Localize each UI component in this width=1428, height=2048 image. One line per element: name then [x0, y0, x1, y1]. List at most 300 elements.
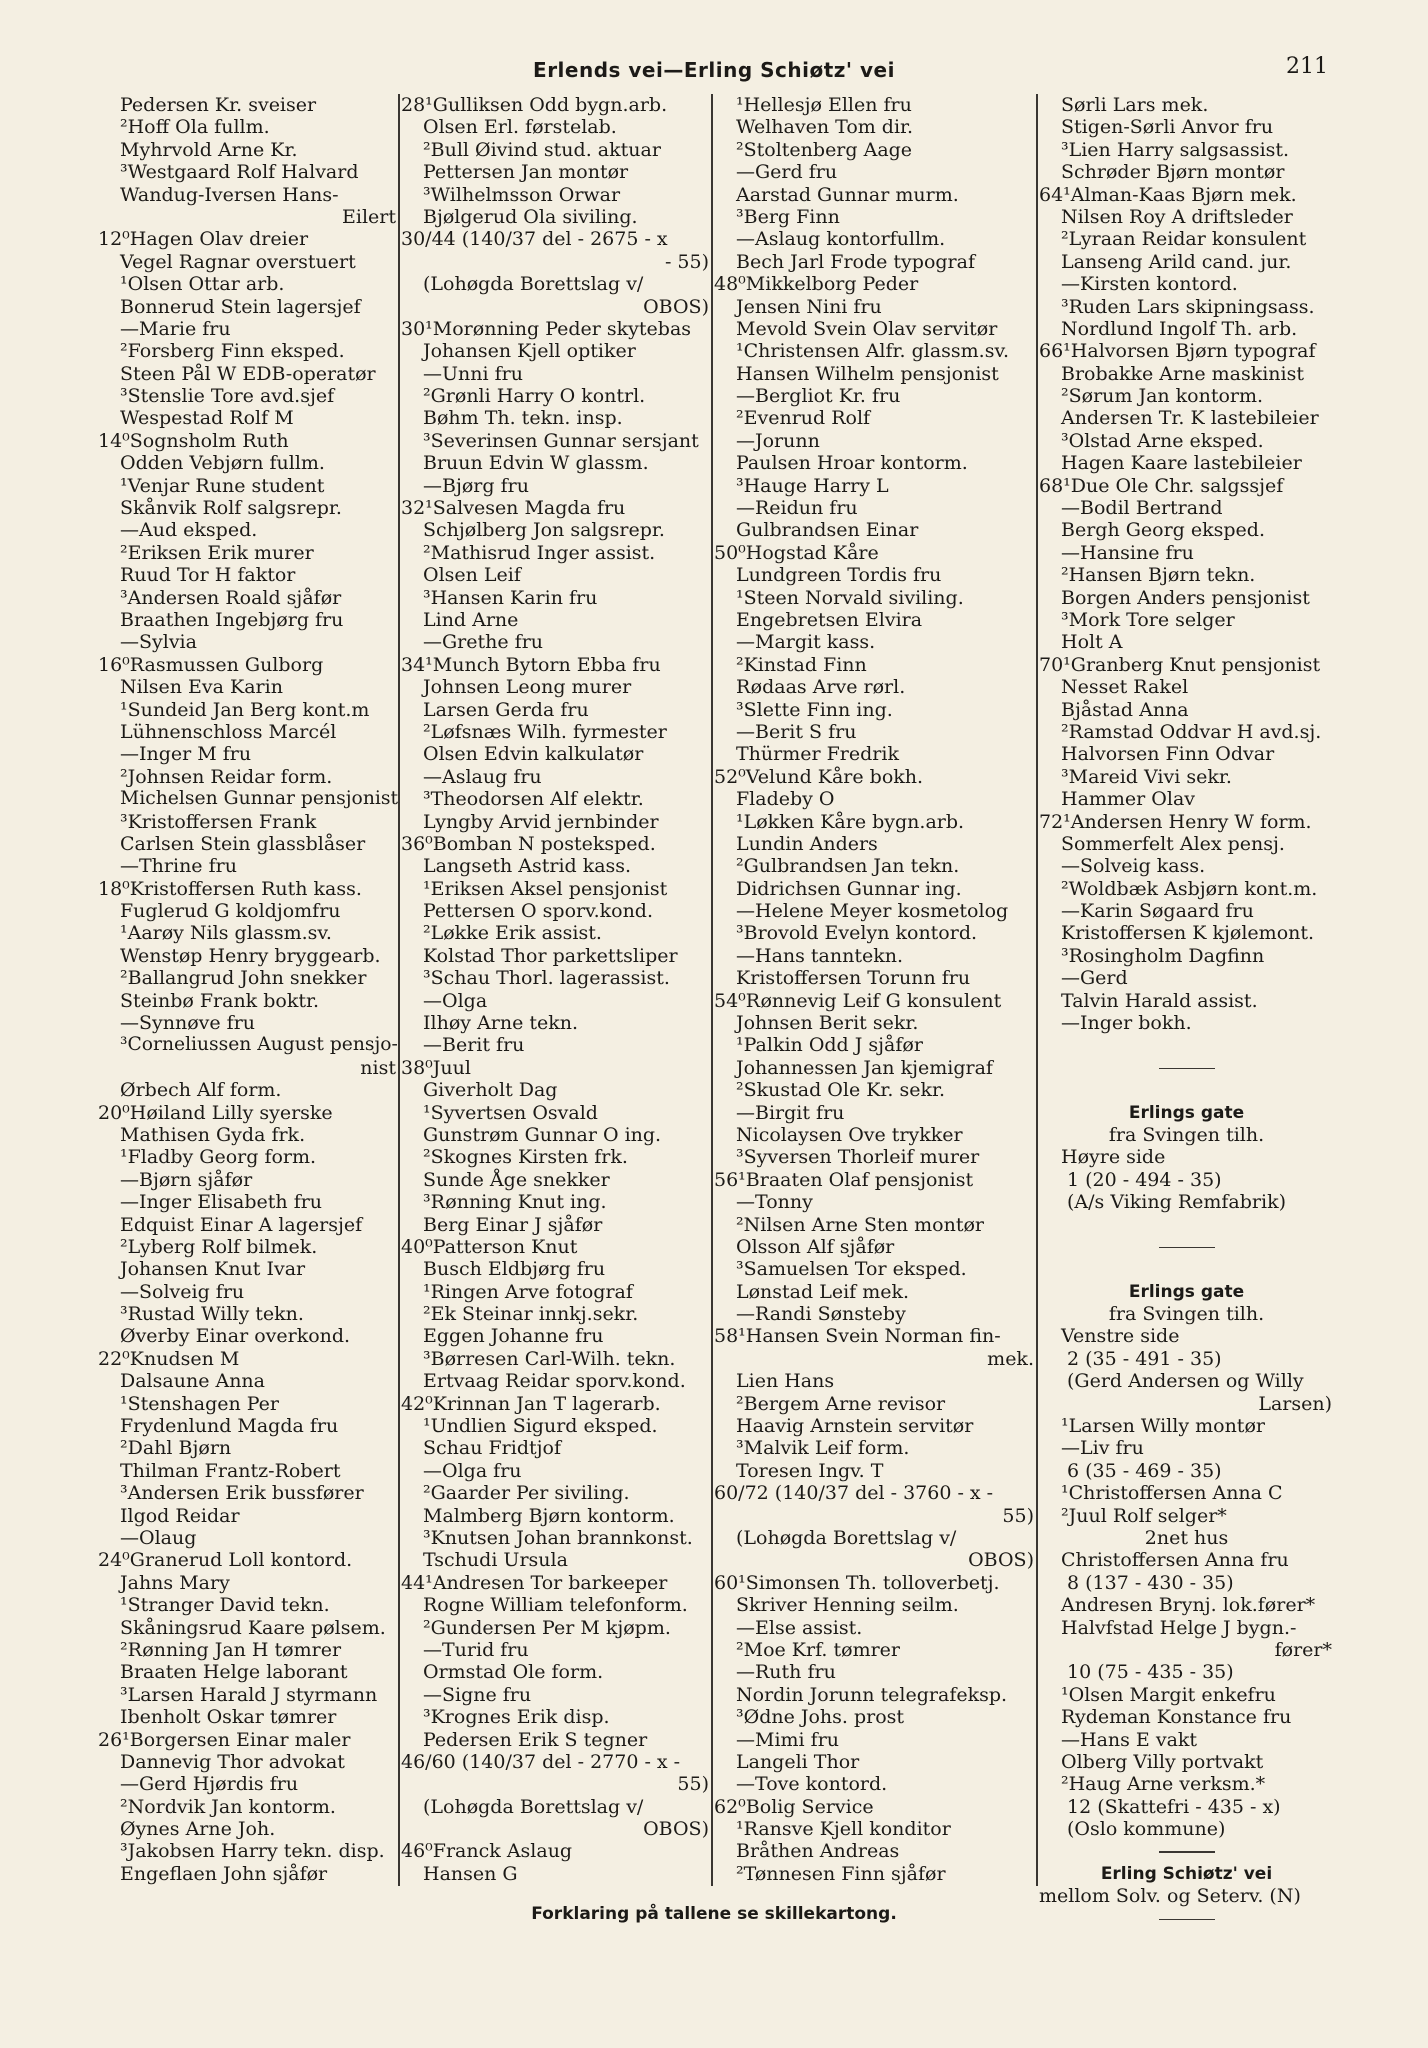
directory-entry-line: —Grethe fru: [423, 631, 544, 654]
directory-entry-line: —Marie fru: [120, 317, 231, 340]
directory-entry-line: ²Stoltenberg Aage: [736, 138, 913, 161]
directory-entry-line: —Bjørn sjåfør: [120, 1168, 253, 1191]
directory-entry-line: fra Svingen tilh.: [1108, 1303, 1265, 1326]
directory-entry-line: 36⁰Bomban N posteksped.: [401, 832, 656, 855]
directory-entry-line: 24⁰Granerud Loll kontord.: [98, 1549, 353, 1572]
directory-entry-line: Ilhøy Arne tekn.: [423, 1012, 579, 1035]
directory-entry-line: ²Forsberg Finn eksped.: [120, 340, 345, 363]
directory-entry-line: —Reidun fru: [736, 497, 858, 520]
directory-entry-line: Jahns Mary: [120, 1571, 230, 1594]
directory-entry-line: Welhaven Tom dir.: [736, 116, 914, 139]
directory-entry-line: (Oslo kommune): [1067, 1818, 1226, 1841]
directory-entry-line: 66¹Halvorsen Bjørn typograf: [1039, 340, 1316, 363]
directory-entry-line: Pedersen Erik S tegner: [423, 1728, 648, 1751]
directory-entry-line: —Solveig fru: [120, 1280, 245, 1303]
directory-entry-line: Stigen-Sørli Anvor fru: [1061, 116, 1274, 139]
directory-entry-line: 44¹Andresen Tor barkeeper: [401, 1571, 668, 1594]
directory-entry-line: 8 (137 - 430 - 35): [1067, 1571, 1234, 1594]
directory-entry-line: ³Schau Thorl. lagerassist.: [423, 967, 670, 990]
directory-entry-line: Ertvaag Reidar sporv.kond.: [423, 1370, 686, 1393]
directory-entry-line: 18⁰Kristoffersen Ruth kass.: [98, 877, 362, 900]
directory-entry-line: —Olaug: [120, 1527, 197, 1549]
directory-entry-line: Lien Hans: [736, 1370, 835, 1393]
directory-entry-line: Lühnenschloss Marcél: [120, 720, 337, 743]
directory-entry-line: Bjåstad Anna: [1061, 698, 1189, 721]
directory-entry-line: Brobakke Arne maskinist: [1061, 362, 1304, 385]
directory-entry-line: —Berit S fru: [736, 720, 857, 743]
directory-entry-line: ²Ballangrud John snekker: [120, 967, 367, 990]
directory-entry-line: ³Wilhelmsson Orwar: [423, 183, 621, 206]
directory-entry-line: - 55): [664, 250, 709, 273]
directory-entry-line: ²Juul Rolf selger*: [1061, 1504, 1227, 1527]
directory-entry-line: ³Rustad Willy tekn.: [120, 1303, 304, 1326]
directory-entry-line: Nicolaysen Ove trykker: [736, 1123, 963, 1146]
directory-entry-line: Olsen Leif: [423, 564, 521, 587]
directory-entry-line: 64¹Alman-Kaas Bjørn mek.: [1039, 183, 1297, 206]
directory-entry-line: 6 (35 - 469 - 35): [1067, 1459, 1222, 1482]
directory-entry-line: —Olga fru: [423, 1459, 522, 1482]
directory-entry-line: ¹Larsen Willy montør: [1061, 1415, 1265, 1438]
directory-entry-line: ¹Venjar Rune student: [120, 474, 325, 497]
directory-entry-line: —Bergliot Kr. fru: [736, 385, 901, 408]
directory-entry-line: 52⁰Velund Kåre bokh.: [714, 765, 924, 788]
directory-entry-line: Toresen Ingv. T: [736, 1459, 884, 1482]
directory-entry-line: Gulbrandsen Einar: [736, 519, 919, 542]
directory-entry-line: ²Gulbrandsen Jan tekn.: [736, 855, 960, 878]
directory-entry-line: Ørbech Alf form.: [120, 1079, 282, 1102]
directory-entry-line: Ibenholt Oskar tømrer: [120, 1706, 337, 1729]
directory-entry-line: Lundgreen Tordis fru: [736, 564, 942, 587]
directory-entry-line: ³Hansen Karin fru: [423, 586, 598, 609]
directory-entry-line: 14⁰Sognsholm Ruth: [98, 429, 289, 452]
directory-entry-line: ²Eriksen Erik murer: [120, 541, 314, 564]
directory-entry-line: 28¹Gulliksen Odd bygn.arb.: [401, 94, 668, 116]
directory-entry-line: ²Bergem Arne revisor: [736, 1392, 946, 1415]
directory-entry-line: Olsson Alf sjåfør: [736, 1235, 895, 1258]
directory-entry-line: Sørli Lars mek.: [1061, 94, 1209, 116]
directory-entry-line: Rogne William telefonform.: [423, 1594, 688, 1617]
directory-entry-line: ³Theodorsen Alf elektr.: [423, 788, 644, 811]
directory-entry-line: Bonnerud Stein lagersjef: [120, 295, 361, 318]
directory-entry-line: Myhrvold Arne Kr.: [120, 138, 298, 161]
directory-entry-line: ³Samuelsen Tor eksped.: [736, 1258, 967, 1281]
directory-entry-line: 54⁰Rønnevig Leif G konsulent: [714, 989, 1002, 1012]
directory-entry-line: 2 (35 - 491 - 35): [1067, 1347, 1222, 1370]
directory-entry-line: Aarstad Gunnar murm.: [736, 183, 959, 206]
directory-entry-line: ³Severinsen Gunnar sersjant: [423, 429, 699, 452]
directory-entry-line: Halvorsen Finn Odvar: [1061, 743, 1275, 766]
street-heading: Erlings gate: [1128, 1102, 1245, 1123]
directory-entry-line: Venstre side: [1061, 1325, 1180, 1348]
directory-entry-line: Hammer Olav: [1061, 788, 1196, 811]
directory-entry-line: ¹Løkken Kåre bygn.arb.: [736, 810, 965, 833]
directory-entry-line: fører*: [1274, 1638, 1332, 1661]
directory-entry-line: ²Bull Øivind stud. aktuar: [423, 138, 661, 161]
directory-entry-line: Ilgod Reidar: [120, 1504, 240, 1527]
directory-entry-line: ¹Olsen Margit enkefru: [1061, 1683, 1276, 1706]
directory-entry-line: Paulsen Hroar kontorm.: [736, 452, 968, 475]
directory-entry-line: Bråthen Andreas: [736, 1840, 900, 1863]
directory-entry-line: 12 (Skattefri - 435 - x): [1067, 1795, 1281, 1818]
blank-line: [1039, 1214, 1334, 1236]
directory-entry-line: Skåningsrud Kaare pølsem.: [120, 1616, 386, 1639]
directory-entry-line: Edquist Einar A lagersjef: [120, 1213, 363, 1236]
directory-entry-line: —Inger Elisabeth fru: [120, 1191, 323, 1214]
directory-entry-line: ³Mareid Vivi sekr.: [1061, 765, 1232, 788]
directory-entry-line: Malmberg Bjørn kontorm.: [423, 1504, 675, 1527]
directory-entry-line: Olsen Edvin kalkulatør: [423, 743, 644, 766]
directory-entry-line: ²Løfsnæs Wilh. fyrmester: [423, 720, 667, 743]
directory-entry-line: ¹Aarøy Nils glassm.sv.: [120, 922, 332, 945]
directory-entry-line: Øynes Arne Joh.: [120, 1818, 276, 1841]
directory-entry-line: 72¹Andersen Henry W form.: [1039, 810, 1312, 833]
directory-entry-line: Braaten Helge laborant: [120, 1661, 348, 1684]
directory-entry-line: (Gerd Andersen og Willy: [1067, 1370, 1304, 1393]
directory-entry-line: ³Olstad Arne eksped.: [1061, 429, 1264, 452]
directory-entry-line: —Thrine fru: [120, 855, 237, 878]
directory-entry-line: ³Ruden Lars skipningsass.: [1061, 295, 1315, 318]
directory-entry-line: OBOS): [643, 1818, 709, 1841]
column-divider: [711, 94, 713, 1886]
directory-entry-line: mek.: [987, 1347, 1034, 1370]
directory-entry-line: Bøhm Th. tekn. insp.: [423, 407, 623, 430]
directory-entry-line: Fladeby O: [736, 788, 835, 811]
directory-entry-line: Wespestad Rolf M: [120, 407, 294, 430]
directory-entry-line: 68¹Due Ole Chr. salgssjef: [1039, 474, 1284, 497]
directory-entry-line: ³Corneliussen August pensjo-: [120, 1034, 398, 1056]
directory-entry-line: Fuglerud G koldjomfru: [120, 900, 341, 923]
directory-entry-line: Pedersen Kr. sveiser: [120, 94, 317, 116]
directory-entry-line: ¹Christoffersen Anna C: [1061, 1482, 1283, 1505]
directory-entry-line: (Lohøgda Borettslag v/: [423, 273, 644, 296]
directory-entry-line: Mevold Svein Olav servitør: [736, 317, 998, 340]
directory-entry-line: Johnsen Leong murer: [423, 676, 632, 699]
directory-entry-line: Kristoffersen K kjølemont.: [1061, 922, 1315, 945]
directory-entry-line: ¹Ransve Kjell konditor: [736, 1818, 951, 1841]
directory-entry-line: —Hans tanntekn.: [736, 944, 904, 967]
directory-entry-line: Jensen Nini fru: [736, 295, 882, 318]
directory-entry-line: Engeflaen John sjåfør: [120, 1862, 328, 1885]
directory-entry-line: Eggen Johanne fru: [423, 1325, 604, 1348]
page-number: 211: [1286, 54, 1328, 79]
section-separator: [1039, 1236, 1334, 1258]
directory-entry-line: ¹Stranger David tekn.: [120, 1594, 330, 1617]
directory-entry-line: ²Skognes Kirsten frk.: [423, 1146, 628, 1169]
directory-entry-line: Lønstad Leif mek.: [736, 1280, 910, 1303]
directory-entry-line: Rødaas Arve rørl.: [736, 676, 906, 699]
directory-entry-line: ¹Stenshagen Per: [120, 1392, 280, 1415]
directory-entry-line: ²Woldbæk Asbjørn kont.m.: [1061, 877, 1318, 900]
directory-entry-line: Vegel Ragnar overstuert: [120, 250, 356, 273]
directory-entry-line: Johannessen Jan kjemigraf: [736, 1056, 993, 1079]
directory-entry-line: Gunstrøm Gunnar O ing.: [423, 1123, 662, 1146]
directory-entry-line: —Inger bokh.: [1061, 1012, 1192, 1035]
directory-entry-line: Bjølgerud Ola siviling.: [423, 205, 638, 228]
directory-entry-line: ²Mathisrud Inger assist.: [423, 541, 656, 564]
directory-entry-line: Holt A: [1061, 631, 1123, 654]
directory-entry-line: 55): [677, 1773, 709, 1796]
directory-entry-line: Thilman Frantz-Robert: [120, 1459, 341, 1482]
directory-entry-line: ¹Christensen Alfr. glassm.sv.: [736, 340, 1009, 363]
directory-entry-line: ¹Olsen Ottar arb.: [120, 273, 285, 296]
directory-entry-line: Sommerfelt Alex pensj.: [1061, 832, 1285, 855]
directory-entry-line: ²Skustad Ole Kr. sekr.: [736, 1079, 946, 1102]
directory-entry-line: 30¹Morønning Peder skytebas: [401, 317, 692, 340]
directory-entry-line: ³Westgaard Rolf Halvard: [120, 161, 359, 184]
directory-entry-line: Andresen Brynj. lok.fører*: [1061, 1594, 1316, 1617]
directory-entry-line: nist: [360, 1056, 396, 1079]
directory-entry-line: 58¹Hansen Svein Norman fin-: [714, 1325, 1001, 1348]
directory-entry-line: —Berit fru: [423, 1034, 525, 1057]
directory-entry-line: ²Nordvik Jan kontorm.: [120, 1795, 336, 1818]
directory-entry-line: —Inger M fru: [120, 743, 252, 766]
directory-entry-line: ³Krognes Erik disp.: [423, 1706, 610, 1729]
directory-entry-line: ²Kinstad Finn: [736, 653, 867, 676]
directory-entry-line: 32¹Salvesen Magda fru: [401, 497, 626, 520]
directory-entry-line: ³Lien Harry salgsassist.: [1061, 138, 1290, 161]
directory-entry-line: Wandug-Iversen Hans-: [120, 183, 339, 206]
directory-entry-line: Dannevig Thor advokat: [120, 1750, 345, 1773]
directory-entry-line: Lind Arne: [423, 608, 519, 631]
directory-entry-line: Steinbø Frank boktr.: [120, 989, 320, 1012]
directory-entry-line: ²Hoff Ola fullm.: [120, 116, 270, 139]
directory-entry-line: Kristoffersen Torunn fru: [736, 967, 971, 990]
directory-entry-line: 60¹Simonsen Th. tolloverbetj.: [714, 1571, 1000, 1594]
directory-entry-line: —Randi Sønsteby: [736, 1303, 906, 1326]
directory-entry-line: (Lohøgda Borettslag v/: [423, 1795, 644, 1818]
directory-entry-line: Tschudi Ursula: [423, 1549, 568, 1572]
directory-entry-line: —Gerd: [1061, 967, 1128, 990]
directory-entry-line: Skånvik Rolf salgsrepr.: [120, 497, 342, 520]
directory-entry-line: ³Syversen Thorleif murer: [736, 1146, 980, 1169]
running-header-title: Erlends vei—Erling Schiøtz' vei: [533, 58, 895, 82]
directory-entry-line: Hagen Kaare lastebileier: [1061, 452, 1302, 475]
directory-entry-line: ³Hauge Harry L: [736, 474, 889, 497]
directory-entry-line: 22⁰Knudsen M: [98, 1347, 240, 1370]
directory-entry-line: ²Dahl Bjørn: [120, 1437, 232, 1460]
directory-entry-line: Steen Pål W EDB-operatør: [120, 362, 376, 385]
directory-entry-line: (Lohøgda Borettslag v/: [736, 1527, 957, 1549]
directory-entry-line: ²Evenrud Rolf: [736, 407, 871, 430]
directory-entry-line: ³Malvik Leif form.: [736, 1437, 910, 1460]
directory-entry-line: Pettersen O sporv.kond.: [423, 900, 654, 923]
directory-entry-line: 62⁰Bolig Service: [714, 1795, 874, 1818]
directory-entry-line: 30/44 (140/37 del - 2675 - x: [401, 228, 668, 251]
directory-entry-line: —Aud eksped.: [120, 519, 258, 542]
directory-entry-line: 34¹Munch Bytorn Ebba fru: [401, 653, 661, 676]
directory-entry-line: Odden Vebjørn fullm.: [120, 452, 325, 475]
directory-entry-line: ³Rønning Knut ing.: [423, 1191, 607, 1214]
directory-entry-line: Rydeman Konstance fru: [1061, 1706, 1292, 1729]
directory-entry-line: Schau Fridtjof: [423, 1437, 562, 1460]
directory-entry-line: Christoffersen Anna fru: [1061, 1549, 1289, 1572]
directory-entry-line: (A/s Viking Remfabrik): [1067, 1191, 1286, 1214]
directory-entry-line: ³Knutsen Johan brannkonst.: [423, 1527, 693, 1549]
directory-columns: [98, 94, 1334, 1908]
directory-entry-line: 55): [1002, 1504, 1034, 1527]
directory-entry-line: 12⁰Hagen Olav dreier: [98, 228, 309, 251]
directory-entry-line: —Tonny: [736, 1191, 813, 1214]
directory-entry-line: Nesset Rakel: [1061, 676, 1189, 699]
directory-entry-line: Berg Einar J sjåfør: [423, 1213, 603, 1236]
column-3: [714, 94, 1036, 1894]
directory-entry-line: Schrøder Bjørn montør: [1061, 161, 1285, 184]
directory-entry-line: Lanseng Arild cand. jur.: [1061, 250, 1292, 273]
directory-entry-line: 46/60 (140/37 del - 2770 - x -: [401, 1750, 681, 1773]
directory-entry-line: ²Nilsen Arne Sten montør: [736, 1213, 985, 1236]
directory-entry-line: —Kirsten kontord.: [1061, 273, 1238, 296]
directory-entry-line: —Sylvia: [120, 631, 197, 654]
directory-entry-line: ²Gundersen Per M kjøpm.: [423, 1616, 671, 1639]
directory-entry-line: ³Rosingholm Dagfinn: [1061, 944, 1265, 967]
directory-entry-line: Langseth Astrid kass.: [423, 855, 632, 878]
directory-entry-line: Hansen Wilhelm pensjonist: [736, 362, 999, 385]
directory-entry-line: —Unni fru: [423, 362, 523, 385]
directory-entry-line: Michelsen Gunnar pensjonist: [120, 788, 399, 810]
directory-entry-line: Schjølberg Jon salgsrepr.: [423, 519, 665, 542]
directory-entry-line: Haavig Arnstein servitør: [736, 1415, 974, 1438]
directory-entry-line: Eilert: [342, 205, 396, 228]
directory-entry-line: —Turid fru: [423, 1638, 529, 1661]
directory-entry-line: Johansen Knut Ivar: [120, 1258, 306, 1281]
directory-entry-line: ¹Syvertsen Osvald: [423, 1101, 598, 1124]
directory-entry-line: Larsen Gerda fru: [423, 698, 589, 721]
directory-entry-line: Halvfstad Helge J bygn.-: [1061, 1616, 1297, 1639]
directory-entry-line: fra Svingen tilh.: [1108, 1123, 1265, 1146]
directory-entry-line: Nilsen Eva Karin: [120, 676, 283, 699]
directory-entry-line: ²Sørum Jan kontorm.: [1061, 385, 1264, 408]
section-separator: [1039, 1057, 1334, 1079]
page-header: [0, 52, 1428, 86]
directory-entry-line: Frydenlund Magda fru: [120, 1415, 339, 1438]
directory-entry-line: Didrichsen Gunnar ing.: [736, 877, 962, 900]
directory-entry-line: —Signe fru: [423, 1683, 532, 1706]
directory-entry-line: OBOS): [968, 1549, 1034, 1572]
directory-entry-line: Andersen Tr. K lastebileier: [1061, 407, 1319, 430]
directory-entry-line: 26¹Borgersen Einar maler: [98, 1728, 351, 1751]
directory-entry-line: Skriver Henning seilm.: [736, 1594, 959, 1617]
street-heading: Erlings gate: [1128, 1281, 1245, 1302]
blank-line: [1039, 1034, 1334, 1056]
directory-entry-line: ³Stenslie Tore avd.sjef: [120, 385, 335, 408]
directory-entry-line: Langeli Thor: [736, 1750, 860, 1773]
directory-entry-line: Lyngby Arvid jernbinder: [423, 810, 659, 833]
directory-entry-line: ²Løkke Erik assist.: [423, 922, 602, 945]
directory-entry-line: Giverholt Dag: [423, 1079, 558, 1102]
directory-entry-line: Pettersen Jan montør: [423, 161, 629, 184]
directory-entry-line: ³Brovold Evelyn kontord.: [736, 922, 978, 945]
directory-entry-line: mellom Solv. og Seterv. (N): [1039, 1885, 1301, 1908]
directory-entry-line: —Mimi fru: [736, 1728, 840, 1751]
directory-entry-line: ¹Ringen Arve fotograf: [423, 1280, 633, 1303]
directory-entry-line: 46⁰Franck Aslaug: [401, 1840, 573, 1863]
directory-entry-line: —Bodil Bertrand: [1061, 497, 1223, 520]
directory-entry-line: ³Jakobsen Harry tekn. disp.: [120, 1840, 385, 1863]
directory-entry-line: ¹Fladby Georg form.: [120, 1146, 317, 1169]
directory-entry-line: ³Mork Tore selger: [1061, 608, 1235, 631]
directory-entry-line: Wenstøp Henry bryggearb.: [120, 944, 381, 967]
directory-entry-line: Larsen): [1258, 1392, 1332, 1415]
directory-entry-line: —Bjørg fru: [423, 474, 529, 497]
directory-entry-line: ¹Hellesjø Ellen fru: [736, 94, 912, 116]
directory-entry-line: Lundin Anders: [736, 832, 878, 855]
directory-entry-line: ³Andersen Roald sjåfør: [120, 586, 342, 609]
directory-entry-line: —Karin Søgaard fru: [1061, 900, 1254, 923]
directory-entry-line: —Gerd fru: [736, 161, 838, 184]
directory-entry-line: —Hans E vakt: [1061, 1728, 1198, 1751]
directory-entry-line: ¹Sundeid Jan Berg kont.m: [120, 698, 370, 721]
directory-entry-line: ³Kristoffersen Frank: [120, 810, 317, 833]
column-divider: [1036, 94, 1038, 1886]
directory-entry-line: ²Grønli Harry O kontrl.: [423, 385, 646, 408]
directory-entry-line: ²Moe Krf. tømrer: [736, 1638, 901, 1661]
directory-entry-line: —Helene Meyer kosmetolog: [736, 900, 1009, 923]
blank-line: [1039, 1079, 1334, 1101]
directory-entry-line: 20⁰Høiland Lilly syerske: [98, 1101, 333, 1124]
directory-entry-line: ¹Palkin Odd J sjåfør: [736, 1034, 923, 1057]
directory-entry-line: Johnsen Berit sekr.: [736, 1012, 919, 1035]
directory-entry-line: Mathisen Gyda frk.: [120, 1123, 306, 1146]
directory-entry-line: ¹Eriksen Aksel pensjonist: [423, 877, 668, 900]
directory-entry-line: Bruun Edvin W glassm.: [423, 452, 649, 475]
directory-entry-line: 60/72 (140/37 del - 3760 - x -: [714, 1482, 994, 1505]
directory-entry-line: 48⁰Mikkelborg Peder: [714, 273, 919, 296]
blank-line: [1039, 1258, 1334, 1280]
directory-entry-line: —Ruth fru: [736, 1661, 836, 1684]
directory-entry-line: ²Tønnesen Finn sjåfør: [736, 1862, 946, 1885]
directory-entry-line: Bergh Georg eksped.: [1061, 519, 1265, 542]
directory-entry-line: Carlsen Stein glassblåser: [120, 832, 366, 855]
directory-entry-line: ¹Steen Norvald siviling.: [736, 586, 964, 609]
directory-entry-line: —Birgit fru: [736, 1101, 845, 1124]
directory-entry-line: —Tove kontord.: [736, 1773, 888, 1796]
directory-entry-line: —Olga: [423, 989, 488, 1012]
directory-entry-line: Hansen G: [423, 1862, 518, 1885]
directory-entry-line: 42⁰Krinnan Jan T lagerarb.: [401, 1392, 661, 1415]
directory-entry-line: Dalsaune Anna: [120, 1370, 265, 1393]
section-separator: [1039, 1840, 1334, 1862]
directory-entry-line: ²Johnsen Reidar form.: [120, 765, 333, 788]
column-1: [98, 94, 398, 1894]
directory-entry-line: —Liv fru: [1061, 1437, 1144, 1460]
directory-entry-line: Borgen Anders pensjonist: [1061, 586, 1310, 609]
directory-entry-line: ³Børresen Carl-Wilh. tekn.: [423, 1347, 676, 1370]
directory-entry-line: —Aslaug fru: [423, 765, 542, 788]
directory-entry-line: 40⁰Patterson Knut: [401, 1235, 578, 1258]
directory-entry-line: ²Rønning Jan H tømrer: [120, 1638, 342, 1661]
directory-entry-line: Braathen Ingebjørg fru: [120, 608, 344, 631]
directory-entry-line: Ruud Tor H faktor: [120, 564, 296, 587]
directory-entry-line: —Hansine fru: [1061, 541, 1194, 564]
directory-entry-line: Høyre side: [1061, 1146, 1166, 1169]
directory-entry-line: 10 (75 - 435 - 35): [1067, 1661, 1234, 1684]
directory-entry-line: Olberg Villy portvakt: [1061, 1750, 1264, 1773]
directory-entry-line: ³Andersen Erik bussfører: [120, 1482, 364, 1505]
column-4: [1039, 94, 1334, 1908]
directory-entry-line: —Solveig kass.: [1061, 855, 1206, 878]
directory-entry-line: Bech Jarl Frode typograf: [736, 250, 975, 273]
directory-entry-line: —Synnøve fru: [120, 1012, 256, 1035]
directory-entry-line: Johansen Kjell optiker: [423, 340, 636, 363]
directory-entry-line: —Margit kass.: [736, 631, 876, 654]
directory-entry-line: 16⁰Rasmussen Gulborg: [98, 653, 324, 676]
directory-entry-line: OBOS): [643, 295, 709, 318]
directory-entry-line: 1 (20 - 494 - 35): [1067, 1168, 1222, 1191]
directory-entry-line: Nordlund Ingolf Th. arb.: [1061, 317, 1298, 340]
street-heading: Erling Schiøtz' vei: [1100, 1863, 1273, 1884]
directory-entry-line: Nilsen Roy A driftsleder: [1061, 205, 1293, 228]
directory-entry-line: Kolstad Thor parkettsliper: [423, 944, 678, 967]
